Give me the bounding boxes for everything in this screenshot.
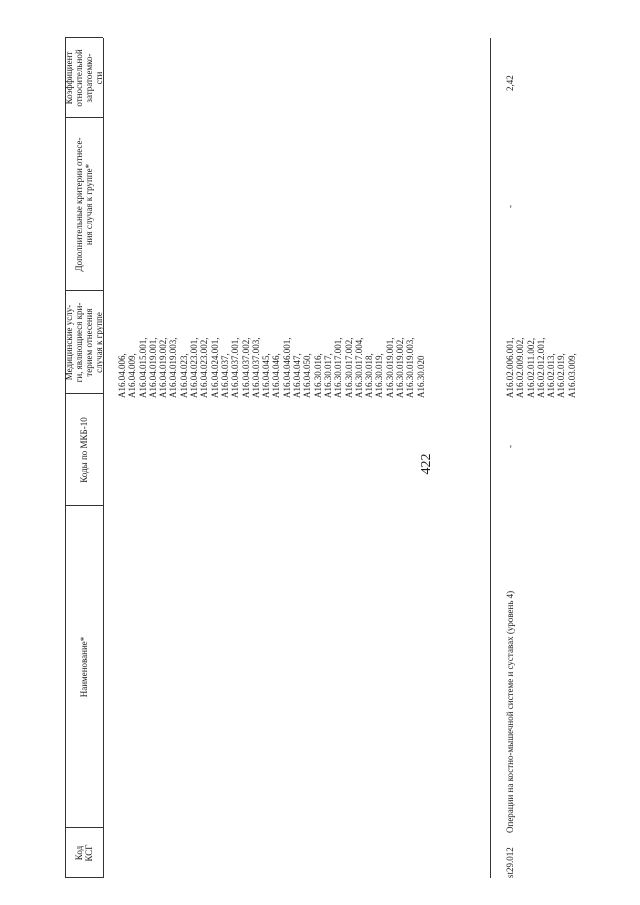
service-code: A16.04.050, bbox=[302, 353, 313, 398]
service-code: A16.04.037.001, bbox=[230, 337, 241, 398]
table-border-right bbox=[490, 38, 491, 878]
service-code: A16.02.012.001, bbox=[535, 337, 546, 398]
table-sheet bbox=[64, 38, 577, 878]
row-coefficient: 2,42 bbox=[505, 75, 515, 91]
header-icd: Коды по МКБ-10 bbox=[79, 417, 89, 483]
table-border-left bbox=[103, 38, 104, 878]
service-code: A16.04.023.001, bbox=[189, 337, 200, 398]
row-criteria: - bbox=[505, 205, 515, 208]
service-code: A16.02.011.002, bbox=[525, 337, 536, 398]
service-code: A16.04.019.003, bbox=[168, 337, 179, 398]
service-code: A16.30.017.004, bbox=[353, 337, 364, 398]
service-code: A16.04.024.001, bbox=[209, 337, 220, 398]
page-number: 422 bbox=[419, 453, 434, 475]
service-code: A16.04.046.001, bbox=[281, 337, 292, 398]
service-code: A16.30.019.001, bbox=[384, 337, 395, 398]
service-code: A16.04.009, bbox=[127, 353, 138, 398]
service-code: A16.03.009, bbox=[566, 353, 577, 398]
service-code: A16.30.017.001, bbox=[333, 337, 344, 398]
service-code: A16.30.019.003, bbox=[405, 337, 416, 398]
service-code: A16.02.013, bbox=[546, 353, 557, 398]
row-icd: - bbox=[505, 445, 515, 448]
service-code: A16.04.037.003, bbox=[250, 337, 261, 398]
row-code: st29.012 bbox=[505, 847, 515, 878]
service-code: A16.04.015.001, bbox=[137, 337, 148, 398]
service-code: A16.04.023, bbox=[178, 353, 189, 398]
service-code: A16.30.020 bbox=[415, 355, 426, 398]
service-code: A16.02.009.002, bbox=[515, 337, 526, 398]
service-code: A16.30.016, bbox=[312, 353, 323, 398]
service-code: A16.02.019, bbox=[556, 353, 567, 398]
service-code: A16.30.019.002, bbox=[395, 337, 406, 398]
service-code: A16.02.006.001, bbox=[505, 337, 515, 398]
service-code: A16.04.045, bbox=[261, 353, 272, 398]
header-coefficient: Коэффициент относительной затратоемко- сти bbox=[64, 49, 104, 107]
service-code: A16.30.017, bbox=[322, 353, 333, 398]
service-code: A16.04.019.001, bbox=[147, 337, 158, 398]
header-code: Код КСГ bbox=[74, 844, 94, 862]
continuation-services-list bbox=[117, 338, 426, 399]
row-services-list bbox=[505, 338, 577, 399]
service-code: A16.04.006, bbox=[117, 353, 127, 398]
row-name: Операции на костно-мышечной системе и суставах (уровень 4) bbox=[505, 590, 515, 833]
service-code: A16.04.037, bbox=[219, 353, 230, 398]
service-code: A16.30.019, bbox=[374, 353, 385, 398]
service-code: A16.04.023.002, bbox=[199, 337, 210, 398]
service-code: A16.30.018, bbox=[364, 353, 375, 398]
service-code: A16.04.047, bbox=[292, 353, 303, 398]
service-code: A16.04.046, bbox=[271, 353, 282, 398]
service-code: A16.30.017.002, bbox=[343, 337, 354, 398]
service-code: A16.04.019.002, bbox=[158, 337, 169, 398]
header-services: Медицинские услу- ги, являющиеся кри- терием отнесения случая к группе bbox=[64, 302, 104, 383]
header-criteria: Дополнительные критерии отнесе- ния случая к группе* bbox=[74, 137, 94, 272]
service-code: A16.04.037.002, bbox=[240, 337, 251, 398]
header-name: Наименование* bbox=[79, 636, 89, 698]
